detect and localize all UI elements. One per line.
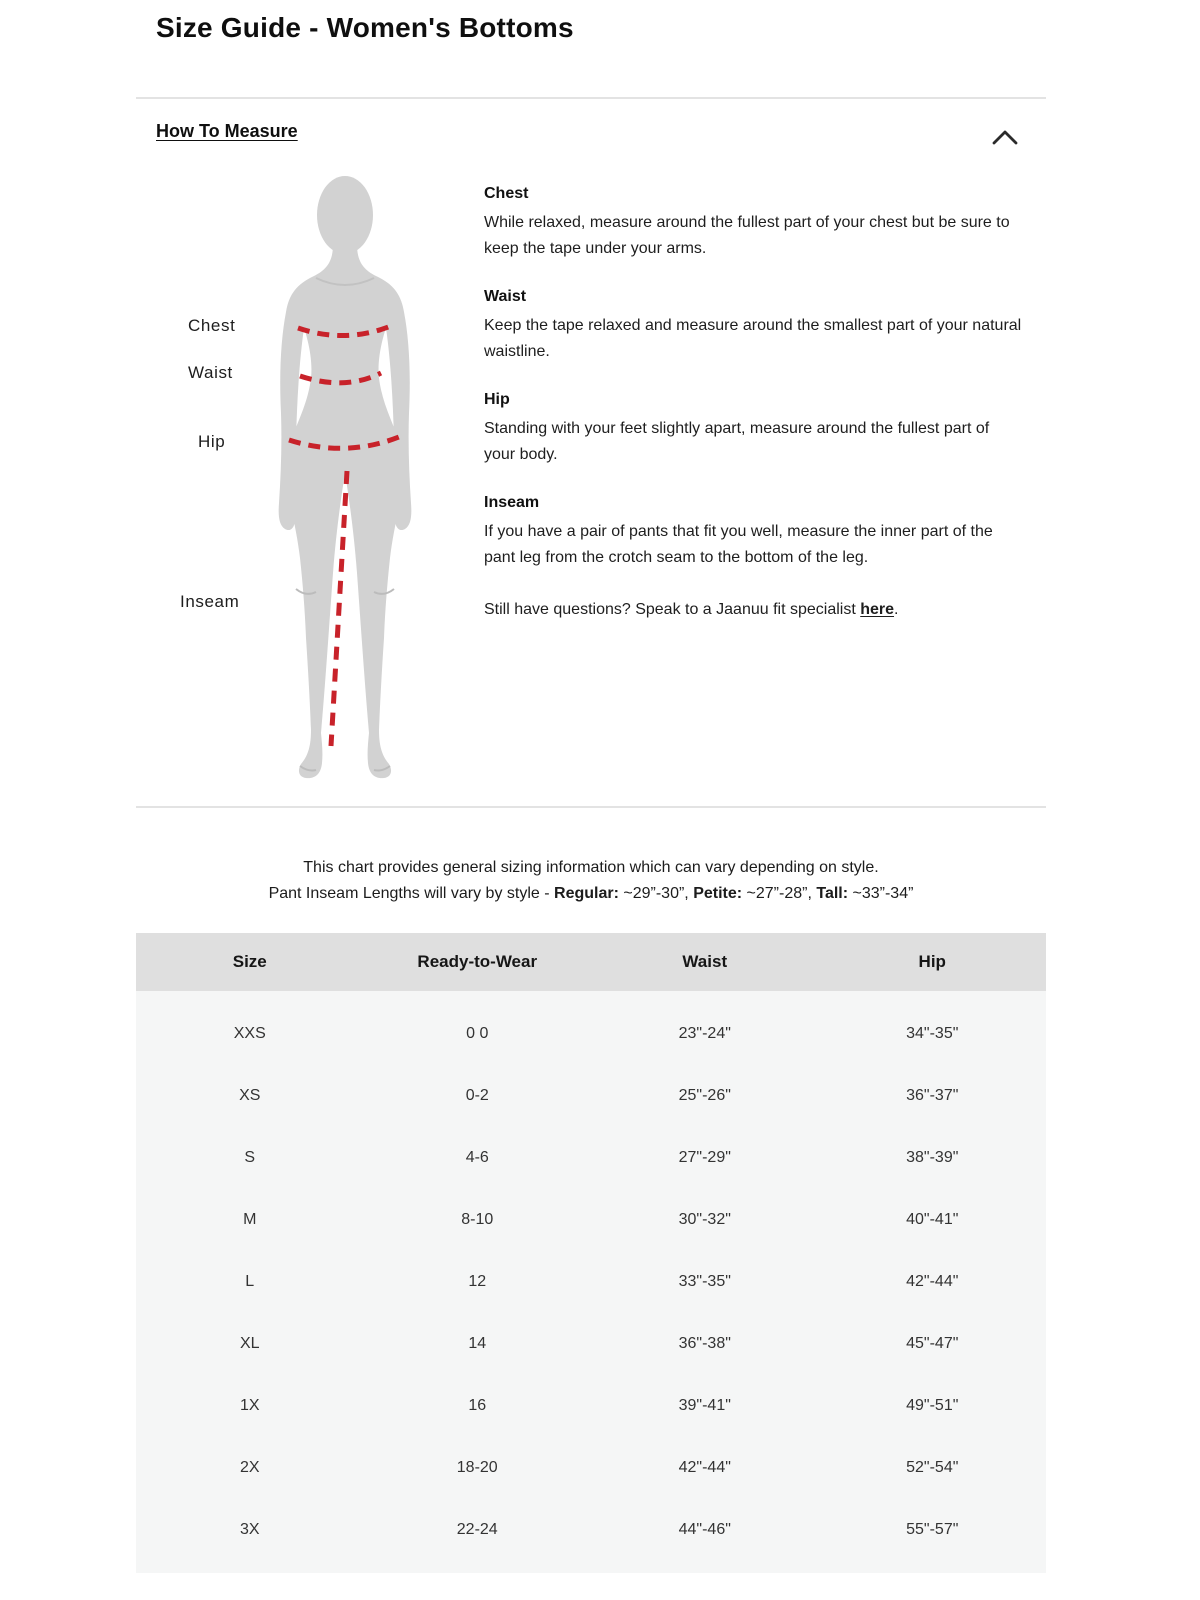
- measure-section-chest: [484, 183, 1024, 262]
- measure-sections: [484, 183, 1024, 571]
- measure-section-body: If you have a pair of pants that fit you well, measure the inner part of the pant leg from the crotch seam to the bottom of the leg.: [484, 523, 993, 566]
- measure-instructions: [484, 183, 1024, 623]
- chart-note: [136, 855, 1046, 907]
- cell-waist: 30"-32": [678, 1211, 731, 1228]
- cell-size: 3X: [239, 1521, 260, 1538]
- cell-waist: 39"-41": [678, 1397, 731, 1414]
- cell-waist: 33"-35": [678, 1273, 731, 1290]
- table-row: [136, 1065, 1046, 1127]
- measurement-figure: [250, 168, 440, 788]
- how-to-measure-toggle[interactable]: How To Measure: [156, 121, 298, 141]
- cell-ready-to-wear: 14: [468, 1335, 487, 1352]
- cell-waist: 44"-46": [678, 1521, 731, 1538]
- cell-hip: 45"-47": [906, 1335, 959, 1352]
- cell-waist: 27"-29": [678, 1149, 731, 1166]
- figure-label-inseam: Inseam: [180, 592, 240, 611]
- page-title: Size Guide - Women's Bottoms: [156, 12, 574, 43]
- cell-ready-to-wear: 16: [468, 1397, 487, 1414]
- cell-hip: 34"-35": [906, 1025, 959, 1042]
- cell-ready-to-wear: 4-6: [465, 1149, 489, 1166]
- chart-note-line2: Pant Inseam Lengths will vary by style - Regular: ~29”-30”, Petite: ~27”-28”, Tall: ~33”-34”: [268, 885, 914, 902]
- cell-waist: 42"-44": [678, 1459, 731, 1476]
- chevron-up-icon[interactable]: [992, 129, 1018, 152]
- cell-size: 1X: [239, 1397, 260, 1414]
- cell-hip: 42"-44": [906, 1273, 959, 1290]
- table-row: [136, 1313, 1046, 1375]
- table-row: [136, 1003, 1046, 1065]
- cell-waist: 36"-38": [678, 1335, 731, 1352]
- measure-section-title: Chest: [484, 185, 529, 202]
- table-row: [136, 1251, 1046, 1313]
- cell-size: XS: [239, 1087, 261, 1104]
- cell-hip: 52"-54": [906, 1459, 959, 1476]
- measure-section-body: While relaxed, measure around the fullest part of your chest but be sure to keep the tape under your arms.: [484, 214, 1010, 257]
- column-header-hip: Hip: [918, 952, 946, 971]
- divider: [136, 97, 1046, 99]
- cell-hip: 40"-41": [906, 1211, 959, 1228]
- measure-section-title: Waist: [484, 288, 527, 305]
- measure-section-title: Hip: [484, 391, 510, 408]
- measure-section-inseam: [484, 492, 1024, 571]
- cell-ready-to-wear: 0-2: [465, 1087, 489, 1104]
- figure-label-hip: Hip: [198, 432, 226, 451]
- measure-section-body: Keep the tape relaxed and measure around the smallest part of your natural waistline.: [484, 317, 1022, 360]
- cell-waist: 23"-24": [678, 1025, 731, 1042]
- chart-note-line1: This chart provides general sizing information which can vary depending on style.: [303, 859, 879, 876]
- cell-waist: 25"-26": [678, 1087, 731, 1104]
- cell-ready-to-wear: 12: [468, 1273, 487, 1290]
- size-chart-table: [136, 933, 1046, 1573]
- cell-size: L: [245, 1273, 255, 1290]
- cell-hip: 36"-37": [906, 1087, 959, 1104]
- cell-ready-to-wear: 18-20: [456, 1459, 498, 1476]
- size-table-header: [136, 933, 1046, 991]
- column-header-waist: Waist: [682, 952, 728, 971]
- cell-hip: 55"-57": [906, 1521, 959, 1538]
- divider: [136, 806, 1046, 808]
- table-row: [136, 1437, 1046, 1499]
- column-header-ready-to-wear: Ready-to-Wear: [417, 952, 538, 971]
- measure-section-hip: [484, 389, 1024, 468]
- table-row: [136, 1127, 1046, 1189]
- table-row: [136, 1375, 1046, 1437]
- size-table-body: [136, 991, 1046, 1573]
- questions-line: Still have questions? Speak to a Jaanuu fit specialist here.: [484, 601, 899, 618]
- cell-ready-to-wear: 0 0: [466, 1025, 489, 1042]
- cell-ready-to-wear: 8-10: [461, 1211, 494, 1228]
- measure-section-title: Inseam: [484, 494, 540, 511]
- cell-size: XXS: [233, 1025, 266, 1042]
- figure-label-waist: Waist: [188, 363, 233, 382]
- cell-size: XL: [239, 1335, 260, 1352]
- measure-section-body: Standing with your feet slightly apart, measure around the fullest part of your body.: [484, 420, 990, 463]
- figure-label-chest: Chest: [188, 316, 236, 335]
- measure-section-waist: [484, 286, 1024, 365]
- column-header-size: Size: [232, 952, 267, 971]
- cell-hip: 38"-39": [906, 1149, 959, 1166]
- cell-size: 2X: [239, 1459, 260, 1476]
- here-link[interactable]: here: [860, 601, 895, 618]
- cell-hip: 49"-51": [906, 1397, 959, 1414]
- cell-ready-to-wear: 22-24: [456, 1521, 498, 1538]
- table-row: [136, 1499, 1046, 1561]
- table-row: [136, 1189, 1046, 1251]
- cell-size: M: [243, 1211, 257, 1228]
- cell-size: S: [244, 1149, 256, 1166]
